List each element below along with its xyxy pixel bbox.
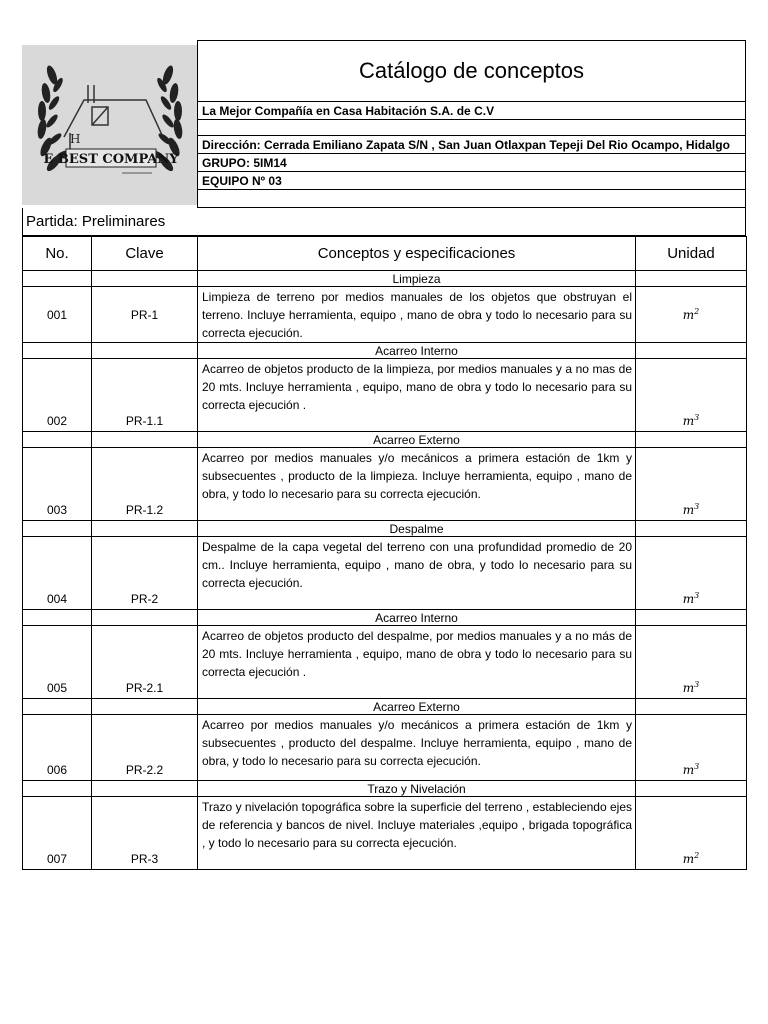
unit-base: m (682, 763, 695, 777)
section-title: Acarreo Interno (198, 343, 636, 359)
header-info (197, 40, 746, 208)
section-empty-no (23, 699, 92, 715)
catalog-document (22, 40, 746, 870)
col-header-clave: Clave (92, 237, 198, 271)
table-body (23, 271, 747, 870)
item-number: 005 (23, 626, 92, 699)
item-number: 003 (23, 448, 92, 521)
section-row (23, 699, 747, 715)
document-title: Catálogo de conceptos (198, 41, 745, 102)
unit-exponent: 3 (694, 762, 700, 771)
section-empty-no (23, 781, 92, 797)
item-unit (636, 448, 747, 521)
section-empty-unit (636, 271, 747, 287)
col-header-concepts: Conceptos y especificaciones (198, 237, 636, 271)
item-description: Trazo y nivelación topográfica sobre la superficie del terreno , estableciendo ejes de referencia y bancos de nivel. Incluye materiales ,equipo , brigada topográfica , y todo lo necesario para su correcta ejecución. (198, 797, 636, 870)
section-empty-no (23, 432, 92, 448)
table-row (23, 715, 747, 781)
item-clave: PR-2.1 (92, 626, 198, 699)
item-unit (636, 797, 747, 870)
item-clave: PR-2 (92, 537, 198, 610)
section-title: Acarreo Externo (198, 699, 636, 715)
item-clave: PR-1.2 (92, 448, 198, 521)
section-empty-clave (92, 610, 198, 626)
unit-base: m (682, 681, 695, 695)
section-empty-unit (636, 610, 747, 626)
item-unit (636, 359, 747, 432)
item-clave: PR-3 (92, 797, 198, 870)
table-row (23, 359, 747, 432)
logo-text: E BEST COMPANY (43, 152, 179, 167)
address-line: Dirección: Cerrada Emiliano Zapata S/N , San Juan Otlaxpan Tepeji Del Rio Ocampo, Hidalgo (198, 136, 745, 154)
unit-exponent: 2 (694, 851, 700, 860)
section-row (23, 432, 747, 448)
table-row (23, 537, 747, 610)
section-empty-unit (636, 781, 747, 797)
section-row (23, 610, 747, 626)
unit-base: m (682, 503, 695, 517)
document-header (22, 40, 746, 208)
item-unit (636, 715, 747, 781)
table-row (23, 287, 747, 343)
section-row (23, 271, 747, 287)
section-empty-unit (636, 521, 747, 537)
item-description: Acarreo de objetos producto del despalme, por medios manuales y a no más de 20 mts. Incluye herramienta , equipo, mano de obra y todo lo necesario para su correcta ejecución . (198, 626, 636, 699)
section-empty-no (23, 610, 92, 626)
unit-exponent: 3 (694, 502, 700, 511)
section-row (23, 781, 747, 797)
header-empty-row (198, 190, 745, 207)
section-empty-clave (92, 271, 198, 287)
section-row (23, 343, 747, 359)
table-header-row (23, 237, 747, 271)
item-number: 004 (23, 537, 92, 610)
partida-label: Partida: Preliminares (22, 208, 746, 236)
team-line: EQUIPO Nº 03 (198, 172, 745, 190)
header-spacer (198, 120, 745, 136)
table-row (23, 626, 747, 699)
item-number: 006 (23, 715, 92, 781)
col-header-unit: Unidad (636, 237, 747, 271)
unit-exponent: 3 (694, 413, 700, 422)
section-title: Trazo y Nivelación (198, 781, 636, 797)
item-description: Acarreo de objetos producto de la limpieza, por medios manuales y a no mas de 20 mts. Incluye herramienta , equipo, mano de obra y todo lo necesario para su correcta ejecución . (198, 359, 636, 432)
unit-base: m (682, 414, 695, 428)
item-description: Acarreo por medios manuales y/o mecánicos a primera estación de 1km y subsecuentes , producto de la limpieza. Incluye herramienta, equipo , mano de obra, y todo lo necesario para su correcta ejecución. (198, 448, 636, 521)
section-empty-unit (636, 343, 747, 359)
item-clave: PR-1 (92, 287, 198, 343)
company-name: La Mejor Compañía en Casa Habitación S.A. de C.V (198, 102, 745, 120)
unit-base: m (682, 308, 695, 322)
section-empty-clave (92, 432, 198, 448)
section-title: Acarreo Interno (198, 610, 636, 626)
item-clave: PR-1.1 (92, 359, 198, 432)
item-description: Acarreo por medios manuales y/o mecánicos a primera estación de 1km y subsecuentes , producto del despalme. Incluye herramienta, equipo , mano de obra, y todo lo necesario para su correcta ejecución. (198, 715, 636, 781)
section-empty-clave (92, 521, 198, 537)
group-line: GRUPO: 5IM14 (198, 154, 745, 172)
unit-base: m (682, 852, 695, 866)
concepts-table (22, 236, 747, 870)
section-empty-clave (92, 781, 198, 797)
table-row (23, 448, 747, 521)
unit-exponent: 3 (694, 591, 700, 600)
section-title: Despalme (198, 521, 636, 537)
item-description: Despalme de la capa vegetal del terreno con una profundidad promedio de 20 cm.. Incluye herramienta, equipo , mano de obra, y todo lo necesario para su correcta ejecución. (198, 537, 636, 610)
laurel-house-logo-icon (22, 45, 198, 205)
section-row (23, 521, 747, 537)
company-logo (22, 45, 198, 205)
section-empty-unit (636, 432, 747, 448)
unit-base: m (682, 592, 695, 606)
section-empty-clave (92, 343, 198, 359)
section-empty-no (23, 271, 92, 287)
section-empty-no (23, 521, 92, 537)
unit-exponent: 3 (694, 680, 700, 689)
item-number: 002 (23, 359, 92, 432)
section-empty-no (23, 343, 92, 359)
item-unit (636, 287, 747, 343)
item-number: 001 (23, 287, 92, 343)
item-description: Limpieza de terreno por medios manuales de los objetos que obstruyan el terreno. Incluye herramienta, equipo , mano de obra y todo lo necesario para su correcta ejecución. (198, 287, 636, 343)
section-empty-clave (92, 699, 198, 715)
col-header-no: No. (23, 237, 92, 271)
unit-exponent: 2 (694, 307, 700, 316)
item-unit (636, 626, 747, 699)
table-row (23, 797, 747, 870)
svg-text:H: H (70, 132, 81, 146)
item-unit (636, 537, 747, 610)
section-title: Acarreo Externo (198, 432, 636, 448)
section-empty-unit (636, 699, 747, 715)
item-clave: PR-2.2 (92, 715, 198, 781)
item-number: 007 (23, 797, 92, 870)
section-title: Limpieza (198, 271, 636, 287)
